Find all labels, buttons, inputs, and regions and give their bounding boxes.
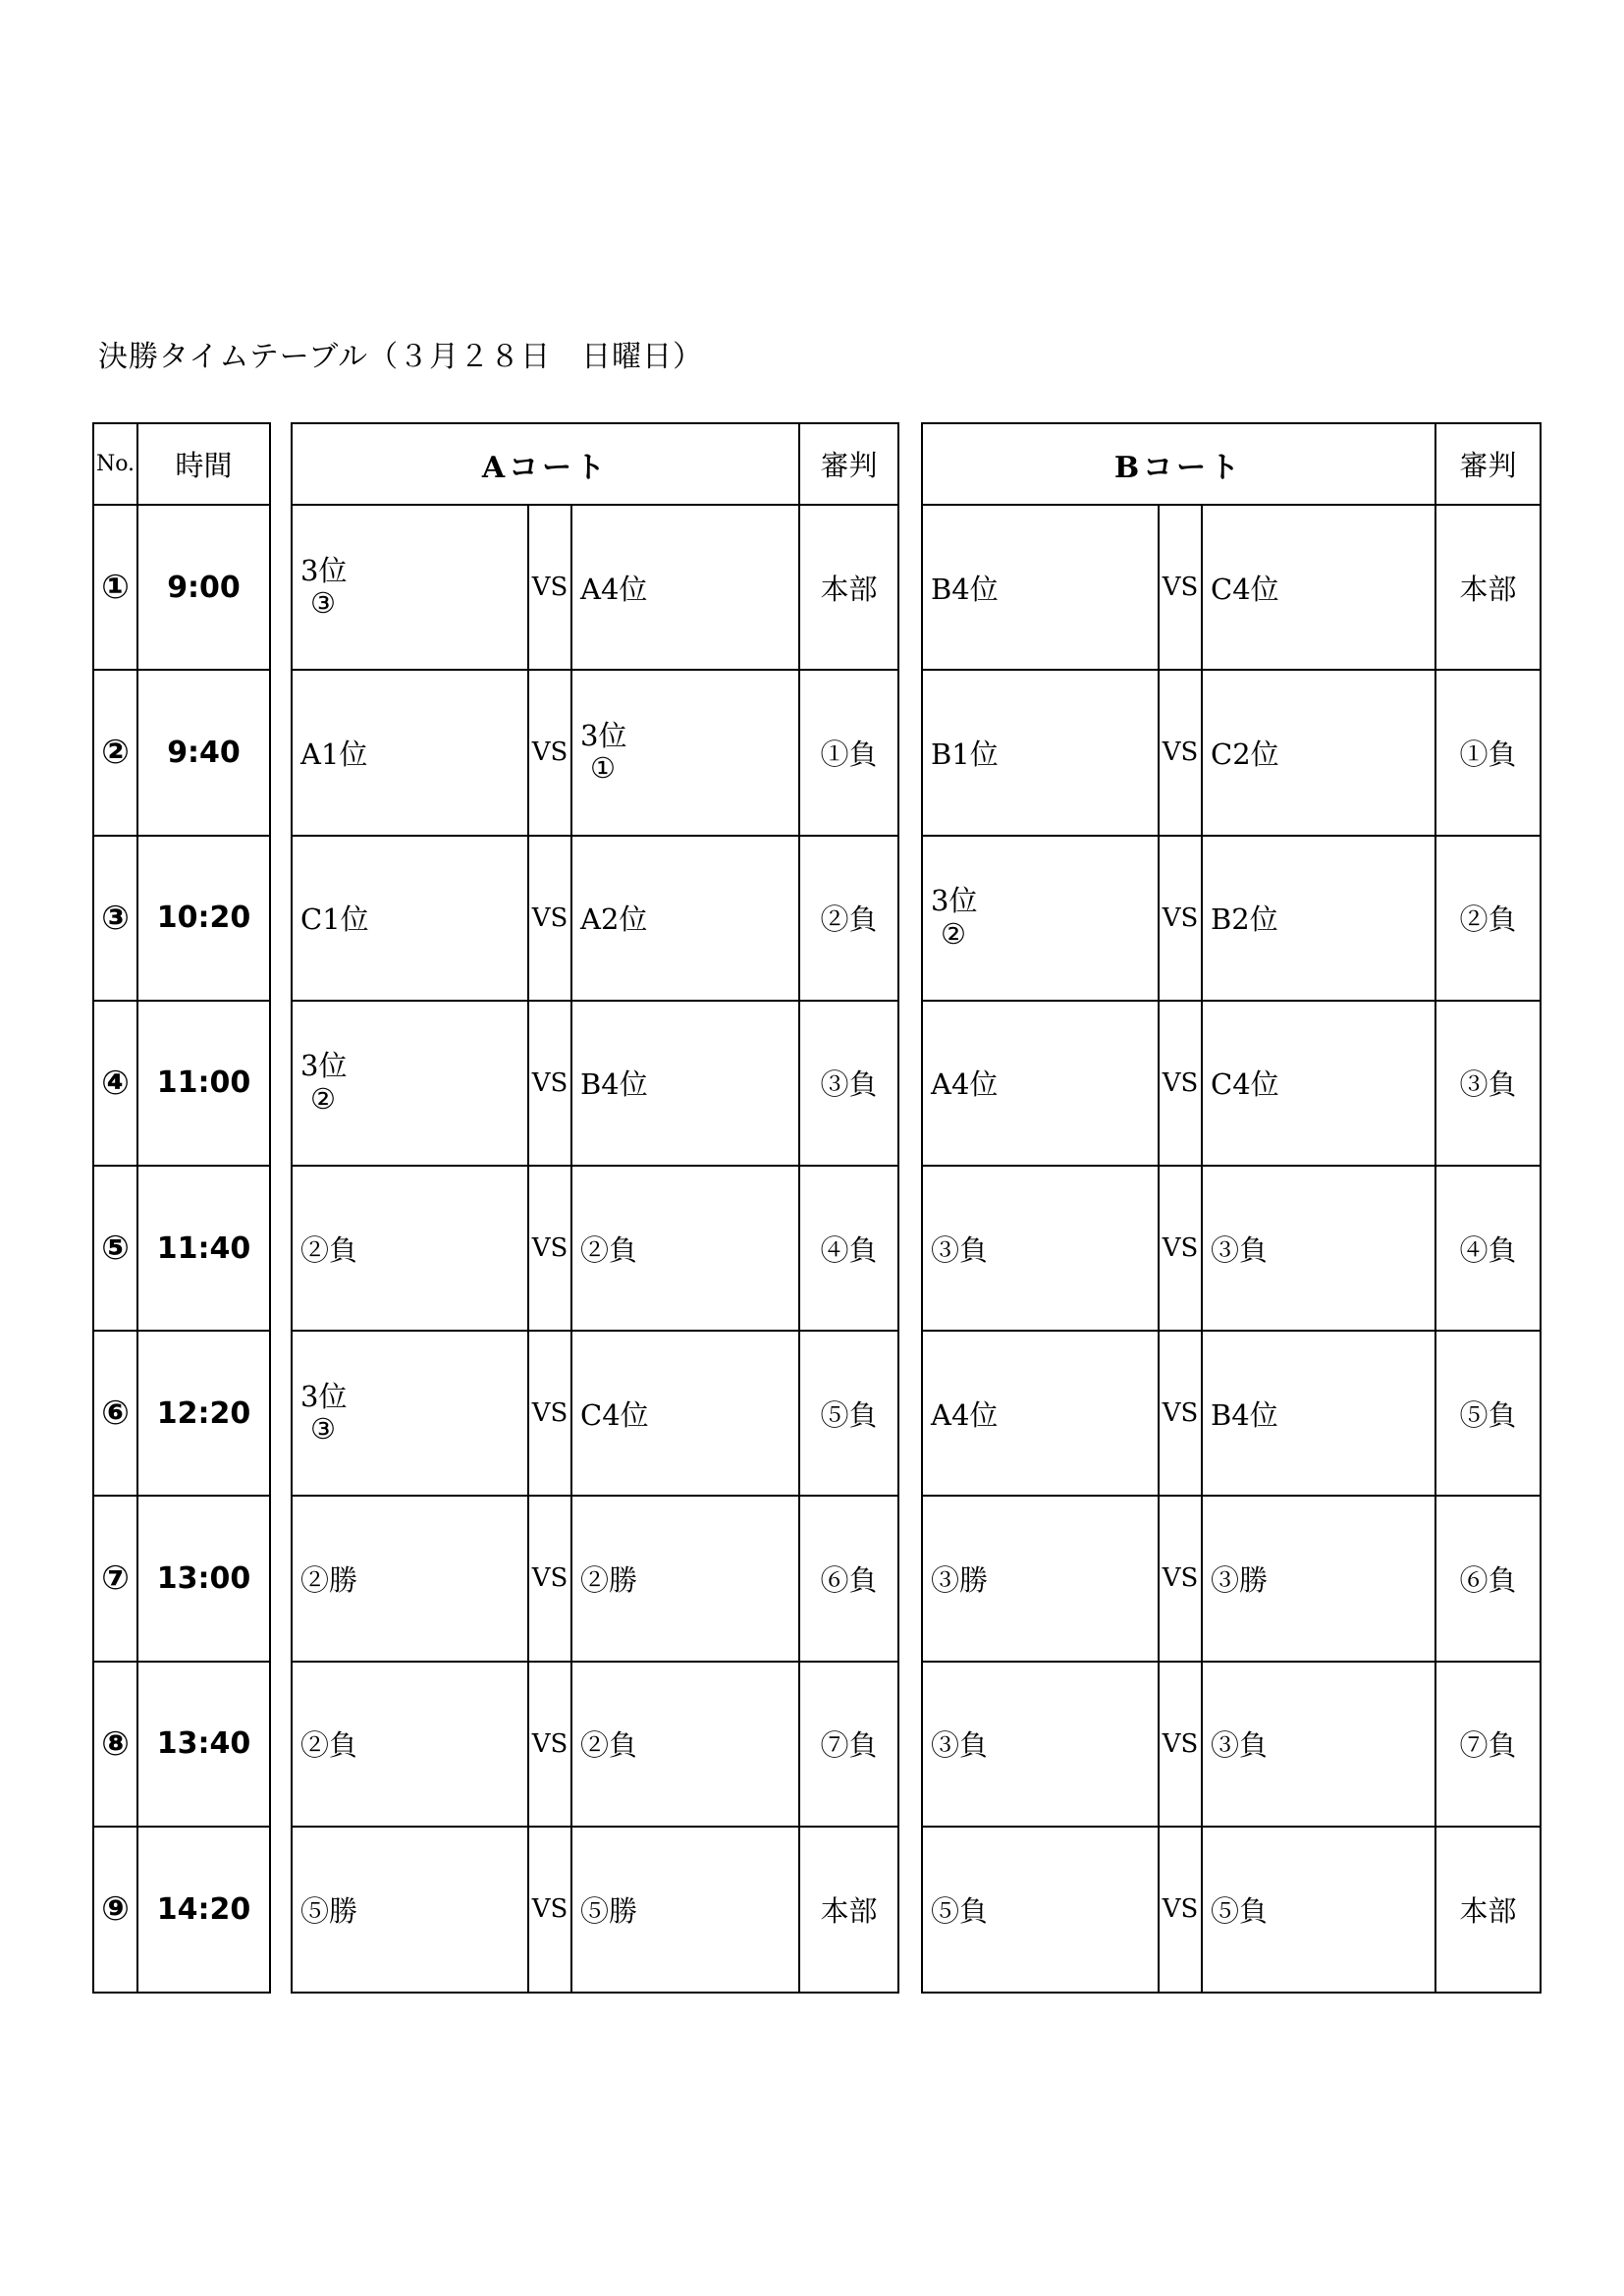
a-court-header: Aコート (293, 424, 799, 505)
vs-label: VS (1159, 1827, 1202, 1992)
a-court-table (291, 422, 899, 1994)
match-row (94, 1827, 269, 1992)
vs-label: VS (528, 1166, 571, 1331)
team-1-cell: A4位 (923, 1001, 1159, 1166)
referee-cell: 本部 (799, 1827, 897, 1992)
referee-cell: ②負 (1435, 836, 1540, 1001)
match-time: 11:40 (137, 1166, 269, 1331)
match-number: ② (94, 670, 137, 835)
team-label (923, 885, 977, 951)
b-court-match-row (923, 1166, 1540, 1331)
team-rank: 3位 (300, 1049, 348, 1083)
match-time: 10:20 (137, 836, 269, 1001)
time-header: 時間 (137, 424, 269, 505)
b-court-header: Bコート (923, 424, 1435, 505)
match-time: 13:40 (137, 1662, 269, 1827)
referee-cell: ⑤負 (799, 1331, 897, 1496)
vs-label: VS (528, 1001, 571, 1166)
b-court-table (921, 422, 1542, 1994)
vs-label: VS (528, 1496, 571, 1661)
match-number: ⑥ (94, 1331, 137, 1496)
b-court-match-row (923, 1496, 1540, 1661)
match-time: 9:40 (137, 670, 269, 835)
team-1-cell: ③負 (923, 1662, 1159, 1827)
vs-label: VS (528, 1331, 571, 1496)
team-rank: 3位 (931, 884, 978, 918)
vs-label: VS (1159, 836, 1202, 1001)
a-court-match-row (293, 505, 897, 670)
team-label (572, 720, 626, 786)
vs-label: VS (528, 836, 571, 1001)
team-2-cell: ③勝 (1202, 1496, 1435, 1661)
match-time: 12:20 (137, 1331, 269, 1496)
vs-label: VS (1159, 1496, 1202, 1661)
b-court-match-row (923, 1662, 1540, 1827)
referee-header: 審判 (1435, 424, 1540, 505)
team-2-cell: B4位 (1202, 1331, 1435, 1496)
match-row (94, 505, 269, 670)
team-rank: 3位 (300, 553, 348, 587)
referee-cell: ④負 (799, 1166, 897, 1331)
referee-header: 審判 (799, 424, 897, 505)
match-row (94, 1331, 269, 1496)
team-rank: 3位 (300, 1379, 348, 1413)
referee-cell: ⑥負 (1435, 1496, 1540, 1661)
a-court-match-row (293, 1166, 897, 1331)
vs-label: VS (1159, 1001, 1202, 1166)
team-1-cell: ②負 (293, 1662, 528, 1827)
b-court-match-row (923, 1827, 1540, 1992)
b-court-match-row (923, 836, 1540, 1001)
a-court-match-row (293, 1001, 897, 1166)
a-court-match-row (293, 670, 897, 835)
match-row (94, 670, 269, 835)
match-number: ③ (94, 836, 137, 1001)
b-court-match-row (923, 1001, 1540, 1166)
a-court-match-row (293, 1827, 897, 1992)
team-1-cell: C1位 (293, 836, 528, 1001)
match-number: ⑧ (94, 1662, 137, 1827)
team-2-cell: ②勝 (571, 1496, 799, 1661)
vs-label: VS (1159, 670, 1202, 835)
team-1-cell: ⑤負 (923, 1827, 1159, 1992)
team-1-cell: ③勝 (923, 1496, 1159, 1661)
team-2-cell: C4位 (1202, 505, 1435, 670)
referee-cell: ③負 (1435, 1001, 1540, 1166)
team-label (293, 1381, 347, 1447)
referee-cell: 本部 (799, 505, 897, 670)
match-row (94, 1496, 269, 1661)
team-1-cell (923, 836, 1159, 1001)
match-time: 14:20 (137, 1827, 269, 1992)
team-2-cell: ②負 (571, 1662, 799, 1827)
match-number: ⑦ (94, 1496, 137, 1661)
a-court-match-row (293, 1662, 897, 1827)
referee-cell: ⑦負 (799, 1662, 897, 1827)
team-1-cell (293, 1331, 528, 1496)
team-label (293, 1050, 347, 1116)
vs-label: VS (1159, 1331, 1202, 1496)
match-time: 11:00 (137, 1001, 269, 1166)
team-group: ③ (310, 1412, 336, 1447)
match-index-table (92, 422, 271, 1994)
a-court-match-row (293, 1496, 897, 1661)
a-court-match-row (293, 836, 897, 1001)
team-1-cell: ②負 (293, 1166, 528, 1331)
vs-label: VS (528, 670, 571, 835)
team-1-cell: B1位 (923, 670, 1159, 835)
team-1-cell: B4位 (923, 505, 1159, 670)
vs-label: VS (1159, 1166, 1202, 1331)
page-title: 決勝タイムテーブル（３月２８日 日曜日） (98, 340, 704, 374)
team-group: ② (941, 916, 966, 951)
team-2-cell: C4位 (571, 1331, 799, 1496)
team-2-cell: A4位 (571, 505, 799, 670)
referee-cell: ⑤負 (1435, 1331, 1540, 1496)
a-court-match-row (293, 1331, 897, 1496)
no-header: No. (94, 424, 137, 505)
team-2-cell: A2位 (571, 836, 799, 1001)
match-row (94, 1662, 269, 1827)
vs-label: VS (1159, 505, 1202, 670)
team-group: ① (590, 751, 616, 786)
team-2-cell: ⑤負 (1202, 1827, 1435, 1992)
team-1-cell: ⑤勝 (293, 1827, 528, 1992)
match-number: ⑨ (94, 1827, 137, 1992)
match-row (94, 1001, 269, 1166)
match-number: ④ (94, 1001, 137, 1166)
team-group: ③ (310, 586, 336, 621)
b-court-match-row (923, 505, 1540, 670)
team-2-cell: ②負 (571, 1166, 799, 1331)
referee-cell: ④負 (1435, 1166, 1540, 1331)
team-group: ② (310, 1081, 336, 1116)
vs-label: VS (528, 1662, 571, 1827)
team-1-cell: ③負 (923, 1166, 1159, 1331)
referee-cell: 本部 (1435, 505, 1540, 670)
team-1-cell: ②勝 (293, 1496, 528, 1661)
referee-cell: ③負 (799, 1001, 897, 1166)
referee-cell: ⑦負 (1435, 1662, 1540, 1827)
team-2-cell: C4位 (1202, 1001, 1435, 1166)
team-2-cell: B4位 (571, 1001, 799, 1166)
referee-cell: 本部 (1435, 1827, 1540, 1992)
b-court-match-row (923, 670, 1540, 835)
match-row (94, 1166, 269, 1331)
match-number: ① (94, 505, 137, 670)
team-2-cell: C2位 (1202, 670, 1435, 835)
match-row (94, 836, 269, 1001)
team-2-cell: ③負 (1202, 1662, 1435, 1827)
team-1-cell: A4位 (923, 1331, 1159, 1496)
team-1-cell (293, 505, 528, 670)
team-label (293, 555, 347, 621)
referee-cell: ①負 (799, 670, 897, 835)
referee-cell: ②負 (799, 836, 897, 1001)
referee-cell: ①負 (1435, 670, 1540, 835)
vs-label: VS (528, 505, 571, 670)
team-2-cell: ③負 (1202, 1166, 1435, 1331)
match-number: ⑤ (94, 1166, 137, 1331)
vs-label: VS (1159, 1662, 1202, 1827)
vs-label: VS (528, 1827, 571, 1992)
team-rank: 3位 (580, 719, 627, 753)
match-time: 13:00 (137, 1496, 269, 1661)
b-court-match-row (923, 1331, 1540, 1496)
team-2-cell (571, 670, 799, 835)
team-2-cell: ⑤勝 (571, 1827, 799, 1992)
team-1-cell: A1位 (293, 670, 528, 835)
team-1-cell (293, 1001, 528, 1166)
team-2-cell: B2位 (1202, 836, 1435, 1001)
referee-cell: ⑥負 (799, 1496, 897, 1661)
match-time: 9:00 (137, 505, 269, 670)
